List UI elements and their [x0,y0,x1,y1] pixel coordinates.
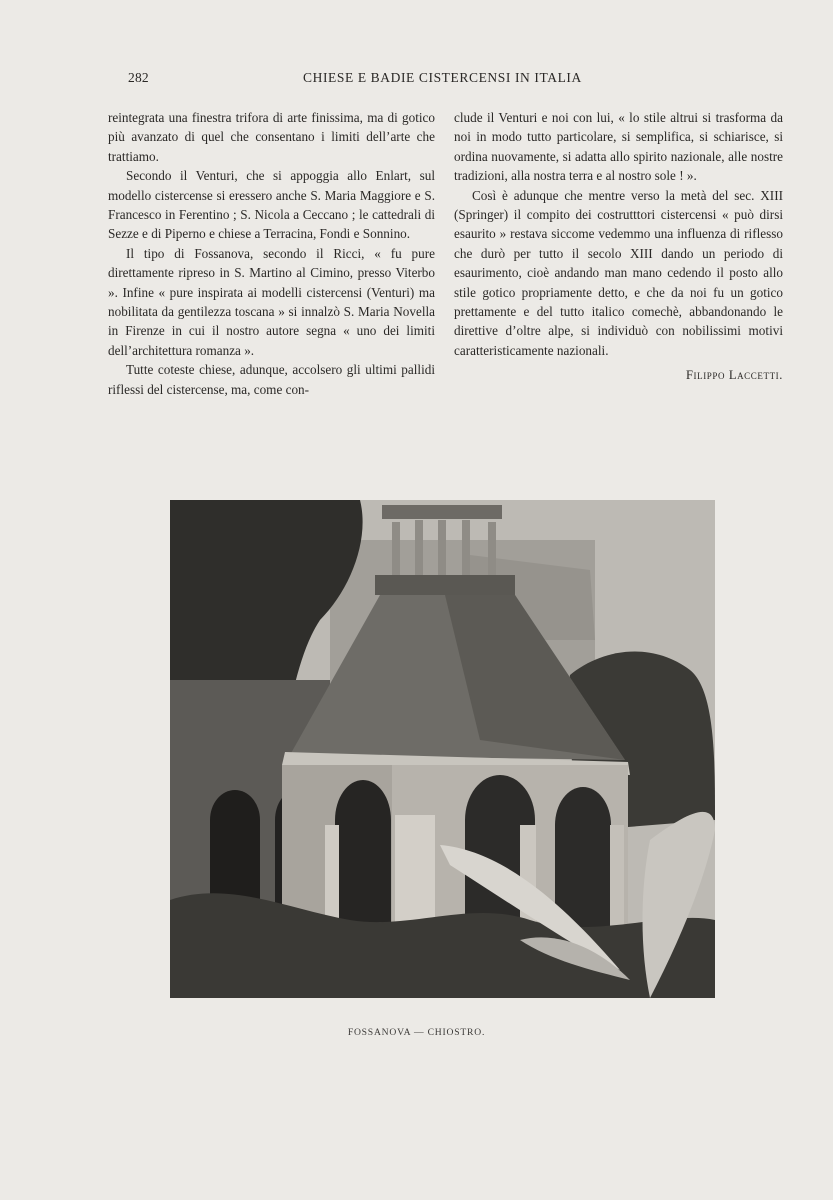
page-number: 282 [128,70,149,85]
figure-caption: FOSSANOVA — CHIOSTRO. [347,1027,486,1038]
right-column [454,108,783,386]
left-column [108,108,435,399]
cloister-photograph [170,500,715,998]
cloister-illustration [170,500,715,998]
paragraph: Così è adunque che mentre verso la metà del sec. XIII (Springer) il compito dei costrutttori cistercensi « può dirsi esaurito » restava siccome vedemmo una influenza di riflesso che durò per tutto il secolo XIII dando un periodo di esaurimento, cioè andando man mano cedendo il posto allo stile gotico propriamente detto, e che da noi fu un gotico prettamente e del tutto italico comechè, abbandonando le direttive d’oltre alpe, si individuò con nobilissimi motivi caratteristicamente nazionali. [454,187,783,358]
running-title: CHIESE E BADIE CISTERCENSI IN ITALIA [303,70,582,85]
author-signature: Filippo Laccetti. [685,368,783,383]
paragraph: Il tipo di Fossanova, secondo il Ricci, « fu pure direttamente ripreso in S. Martino al Cimino, presso Viterbo ». Infine « pure inspirata ai modelli cistercensi (Venturi) ma nobilitata da gentilezza toscana » si innalzò S. Maria Novella in Firenze in cui il nostro autore segna « uno dei limiti dell’architettura romanza ». [108,245,435,358]
page-header [128,70,598,90]
paragraph: clude il Venturi e noi con lui, « lo stile altrui si trasforma da noi in modo tutto particolare, si semplifica, si schiarisce, si ordina nuovamente, si adatta allo spirito nazionale, alle nostre tradizioni, alla nostra terra e al nostro sole ! ». [454,110,783,184]
lantern-cornice [382,505,502,519]
paragraph: Tutte coteste chiese, adunque, accolsero gli ultimi pallidi riflessi del cistercense, ma, come con- [108,362,435,397]
paragraph: reintegrata una finestra trifora di arte finissima, ma di gotico più avanzato di quel che consentano i limiti dell’arte che trattiamo. [108,110,435,164]
paragraph: Secondo il Venturi, che si appoggia allo Enlart, sul modello cistercense si eressero anche S. Maria Maggiore e S. Francesco in Ferentino ; S. Nicola a Ceccano ; le cattedrali di Sezze e di Piperno e chiese a Terracina, Fondi e Sonnino. [108,168,435,242]
arch [335,780,391,940]
